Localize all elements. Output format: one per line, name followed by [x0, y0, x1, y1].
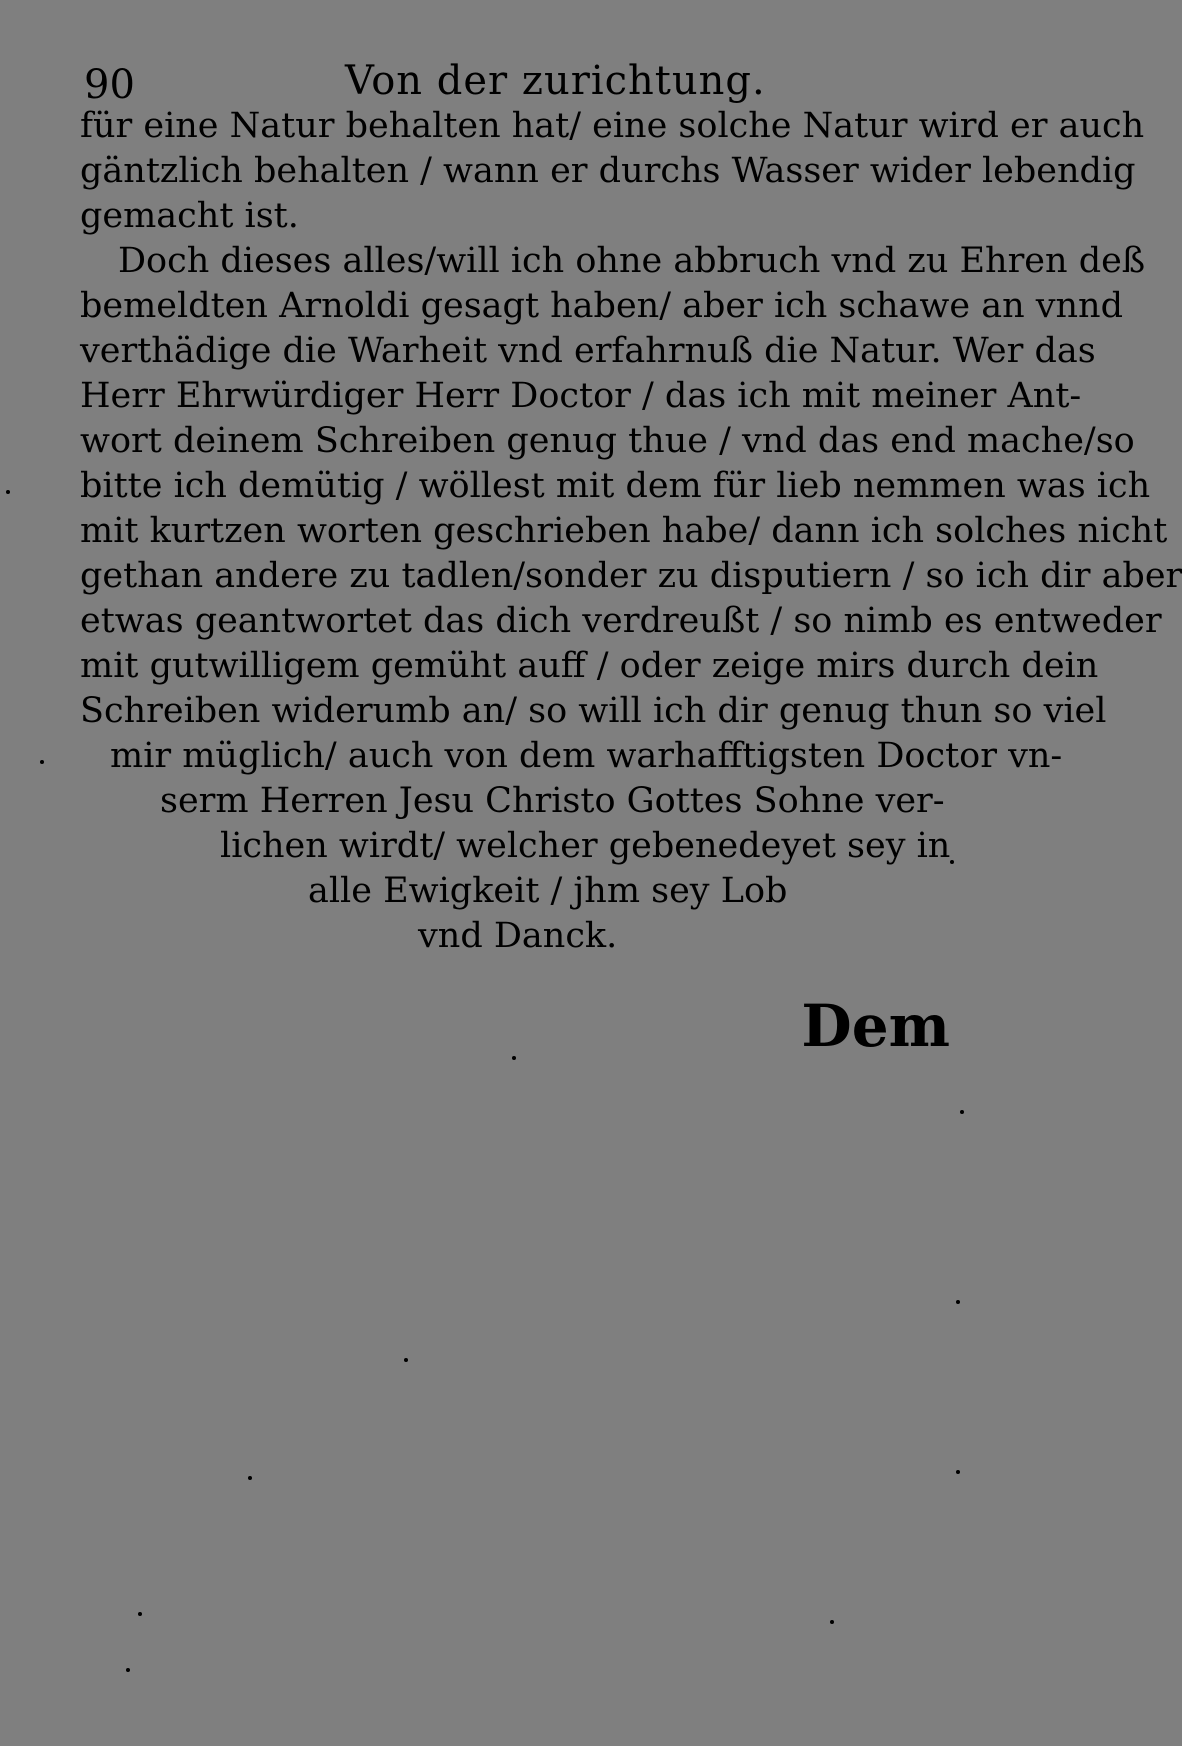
page-number: 90 — [84, 62, 135, 108]
text-line: mit gutwilligem gemüht auff / oder zeige mirs durch dein — [80, 646, 1099, 686]
print-speck — [960, 1110, 964, 1114]
text-body — [80, 104, 1182, 959]
text-line: gemacht ist. — [80, 196, 299, 236]
text-line: für eine Natur behalten hat/ eine solche Natur wird er auch — [80, 106, 1145, 146]
text-line: bitte ich demütig / wöllest mit dem für lieb nemmen was ich — [80, 466, 1151, 506]
running-title: Von der zurichtung. — [345, 58, 766, 104]
text-line: wort deinem Schreiben genug thue / vnd das end mache/so — [80, 421, 1135, 461]
print-speck — [40, 760, 44, 764]
print-speck — [138, 1612, 142, 1616]
text-line: serm Herren Jesu Christo Gottes Sohne ver- — [160, 781, 945, 821]
print-speck — [6, 490, 10, 494]
print-speck — [248, 1476, 252, 1480]
text-line: lichen wirdt/ welcher gebenedeyet sey in — [220, 826, 951, 866]
print-speck — [404, 1358, 408, 1362]
text-line: gäntzlich behalten / wann er durchs Wasser wider lebendig — [80, 151, 1136, 191]
print-speck — [956, 1300, 960, 1304]
text-line: etwas geantwortet das dich verdreußt / so nimb es entweder — [80, 601, 1162, 641]
print-speck — [512, 1056, 516, 1060]
text-line: mit kurtzen worten geschrieben habe/ dann ich solches nicht — [80, 511, 1168, 551]
catchword: Dem — [801, 992, 950, 1060]
paragraph-start-line: Doch dieses alles/will ich ohne abbruch vnd zu Ehren deß — [118, 241, 1146, 281]
text-line: Herr Ehrwürdiger Herr Doctor / das ich mit meiner Ant- — [80, 376, 1082, 416]
text-line: mir müglich/ auch von dem warhafftigsten Doctor vn- — [110, 736, 1063, 776]
text-line: verthädige die Warheit vnd erfahrnuß die Natur. Wer das — [80, 331, 1096, 371]
print-speck — [956, 1470, 960, 1474]
text-line: gethan andere zu tadlen/sonder zu disputiern / so ich dir aber — [80, 556, 1182, 596]
print-speck — [126, 1668, 130, 1672]
page-header — [0, 52, 1000, 112]
text-line: Schreiben widerumb an/ so will ich dir genug thun so viel — [80, 691, 1107, 731]
text-line: bemeldten Arnoldi gesagt haben/ aber ich schawe an vnnd — [80, 286, 1123, 326]
print-speck — [950, 860, 954, 864]
print-speck — [830, 1620, 834, 1624]
text-line: alle Ewigkeit / jhm sey Lob — [308, 871, 788, 911]
text-line: vnd Danck. — [418, 916, 618, 956]
